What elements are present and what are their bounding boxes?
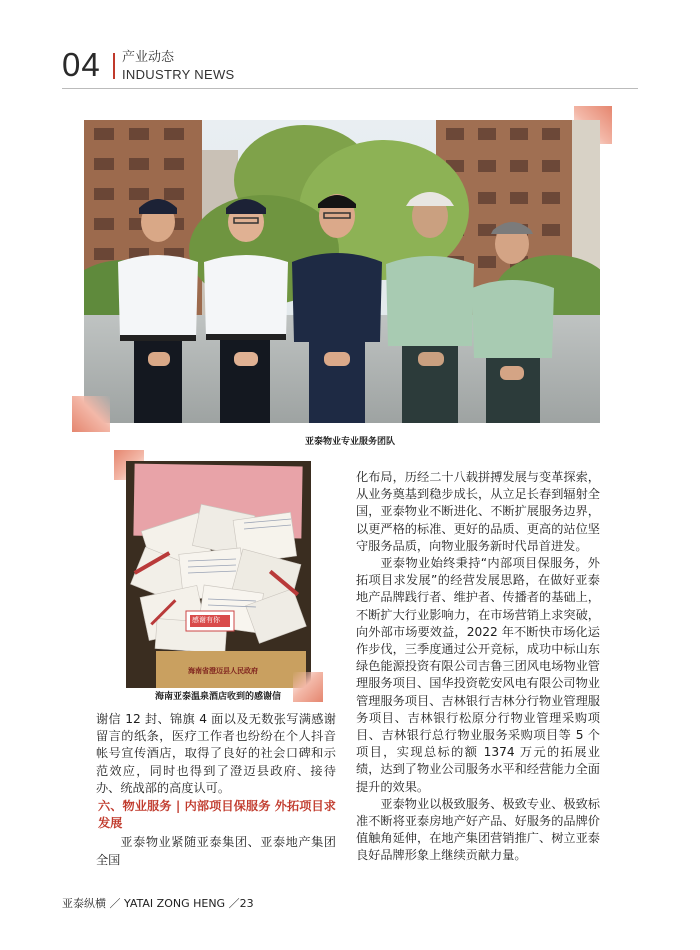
left-text-column — [96, 711, 336, 869]
right-text-column — [356, 469, 600, 865]
section-number: 04 — [62, 46, 101, 83]
left-paragraph-2: 亚泰物业紧随亚泰集团、亚泰地产集团全国 — [96, 835, 336, 867]
left-paragraph-1: 谢信 12 封、锦旗 4 面以及无数张写满感谢留言的纸条，医疗工作者也纷纷在个人抖音帐号宣传酒店，取得了良好的社会口碑和示范效应，同时也得到了澄迈县政府、接待办、统战部的高度认可。 — [96, 712, 336, 795]
right-paragraph-3: 亚泰物业以极致服务、极致专业、极致标准不断将亚泰房地产好产品、好服务的品牌价值触角延伸，在地产集团营销推广、树立亚泰良好品牌形象上继续贡献力量。 — [356, 796, 600, 863]
team-photo-caption: 亚泰物业专业服务团队 — [304, 437, 395, 447]
right-paragraph-2: 亚泰物业始终秉持“内部项目保服务，外拓项目求发展”的经营发展思路，在做好亚泰地产品牌践行者、维护者、传播者的基础上，不断扩大行业影响力，在市场营销上求突破，向外部市场要效益，2022 年不断快市场化运作步伐，三季度通过公开竞标，成功中标山东绿色能源投资有限公司吉鲁三团风电场物业管理服务项目、国华投资乾安风电有限公司物业管理服务项目、吉林银行吉林分行物业管理服务项目、吉林银行松原分行物业管理采购项目、吉林银行总行物业服务采购项目等 5 个项目，实现总标的额 1374 万元的拓展业绩，达到了物业公司服务水平和经营能力全面提升的效果。 — [356, 556, 600, 794]
section-title-cn: 产业动态 — [122, 50, 175, 65]
thank-you-letters-photo — [126, 461, 311, 688]
envelope-banner-text: 海南省澄迈县人民政府 — [188, 666, 258, 675]
page-footer: 亚泰纵横 ／ YATAI ZONG HENG ／23 — [62, 897, 254, 910]
letters-photo-caption: 海南亚泰温泉酒店收到的感谢信 — [154, 692, 281, 702]
team-photo — [84, 120, 600, 423]
page-header — [62, 46, 642, 86]
right-paragraph-1: 化布局，历经二十八载拼搏发展与变革探索，从业务奠基到稳步成长，从立足长春到辐射全国，亚泰物业不断进化、不断扩展服务边界，以更严格的标准、更好的品质、更高的站位坚守服务品质，向物业服务新时代昂首进发。 — [356, 470, 600, 553]
header-rule — [62, 88, 638, 89]
section-subheading: 六、物业服务 | 内部项目保服务 外拓项目求发展 — [98, 799, 336, 831]
corner-accent-bottom-left — [72, 396, 110, 432]
section-title-en: INDUSTRY NEWS — [122, 67, 235, 82]
header-divider — [113, 53, 115, 79]
card-text: 感谢有你 — [192, 616, 220, 624]
